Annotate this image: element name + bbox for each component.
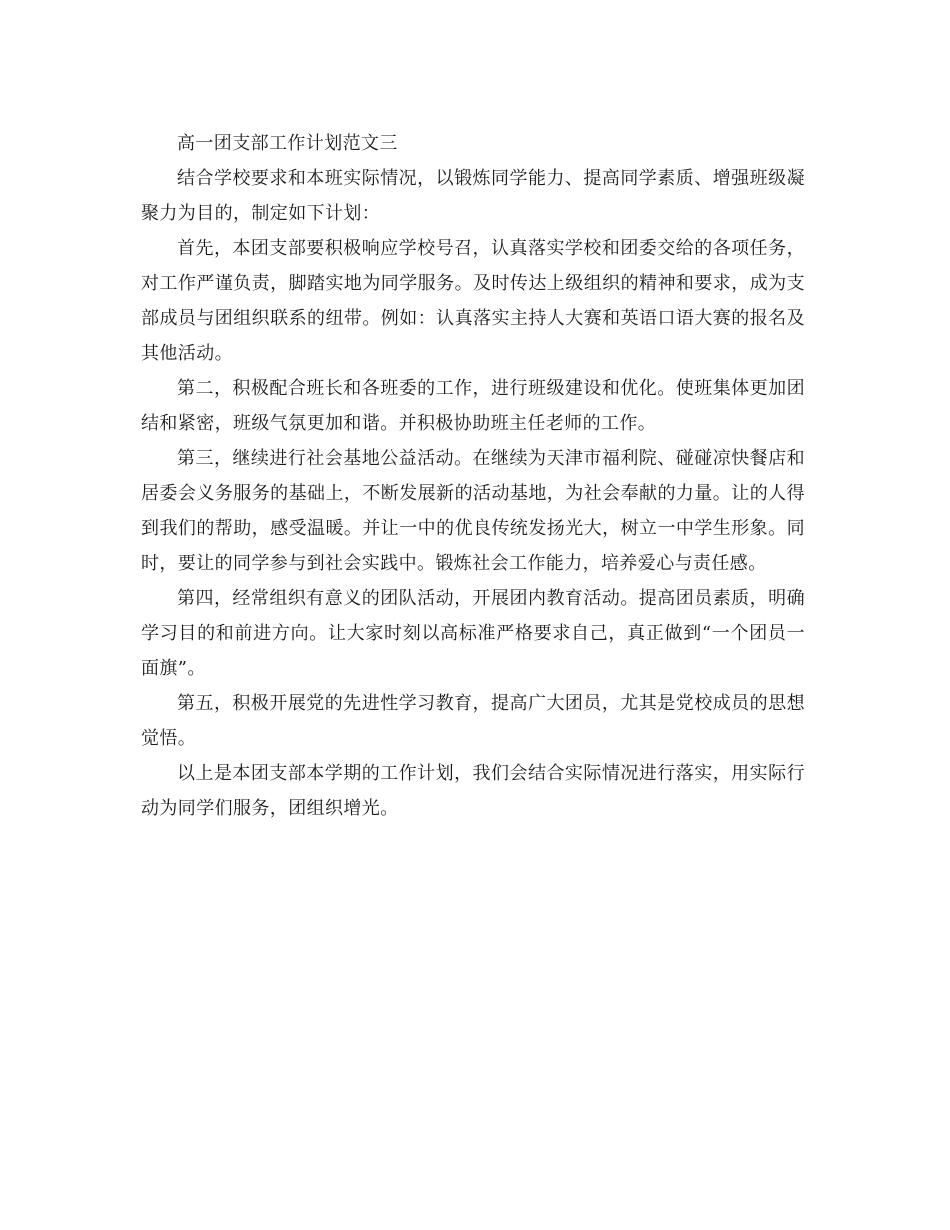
paragraph-second: 第二，积极配合班长和各班委的工作，进行班级建设和优化。使班集体更加团结和紧密，班级气氛更加和谐。并积极协助班主任老师的工作。	[141, 378, 805, 434]
paragraph-first: 首先，本团支部要积极响应学校号召，认真落实学校和团委交给的各项任务，对工作严谨负责，脚踏实地为同学服务。及时传达上级组织的精神和要求，成为支部成员与团组织联系的纽带。例如：认真落实主持人大赛和英语口语大赛的报名及其他活动。	[141, 238, 805, 364]
document-title: 高一团支部工作计划范文三	[177, 133, 398, 154]
paragraph-closing: 以上是本团支部本学期的工作计划，我们会结合实际情况进行落实，用实际行动为同学们服务，团组织增光。	[141, 763, 805, 819]
paragraph-third: 第三，继续进行社会基地公益活动。在继续为天津市福利院、碰碰凉快餐店和居委会义务服务的基础上，不断发展新的活动基地，为社会奉献的力量。让的人得到我们的帮助，感受温暖。并让一中的优良传统发扬光大，树立一中学生形象。同时，要让的同学参与到社会实践中。锻炼社会工作能力，培养爱心与责任感。	[141, 448, 805, 574]
paragraph-intro: 结合学校要求和本班实际情况，以锻炼同学能力、提高同学素质、增强班级凝聚力为目的，制定如下计划：	[141, 168, 805, 224]
paragraph-fourth: 第四，经常组织有意义的团队活动，开展团内教育活动。提高团员素质，明确学习目的和前进方向。让大家时刻以高标准严格要求自己，真正做到“一个团员一面旗”。	[141, 588, 805, 679]
document-body	[141, 126, 805, 826]
paragraph-fifth: 第五，积极开展党的先进性学习教育，提高广大团员，尤其是党校成员的思想觉悟。	[141, 693, 805, 749]
